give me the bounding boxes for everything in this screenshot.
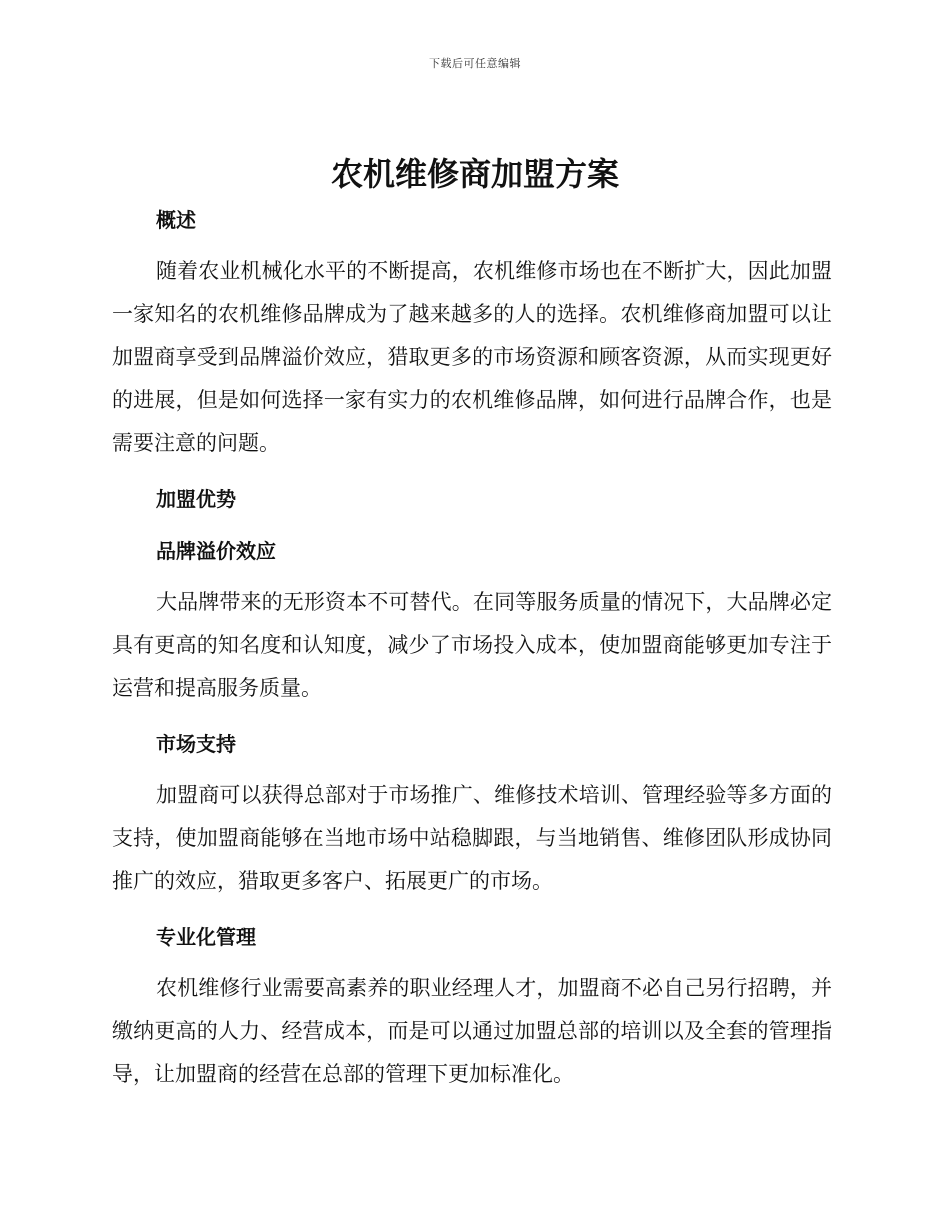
- section-heading-overview: 概述: [156, 208, 196, 232]
- section-paragraph-professional-management: 农机维修行业需要高素养的职业经理人才，加盟商不必自己另行招聘，并缴纳更高的人力、经营成本，而是可以通过加盟总部的培训以及全套的管理指导，让加盟商的经营在总部的管理下更加标准化。: [112, 976, 832, 1086]
- section-heading-brand-premium: 品牌溢价效应: [156, 539, 276, 563]
- section-paragraph-brand-premium: 大品牌带来的无形资本不可替代。在同等服务质量的情况下，大品牌必定具有更高的知名度和认知度，减少了市场投入成本，使加盟商能够更加专注于运营和提高服务质量。: [112, 590, 832, 700]
- section-heading-advantages: 加盟优势: [156, 487, 236, 511]
- document-title: 农机维修商加盟方案: [330, 155, 619, 193]
- section-paragraph-market-support: 加盟商可以获得总部对于市场推广、维修技术培训、管理经验等多方面的支持，使加盟商能够在当地市场中站稳脚跟，与当地销售、维修团队形成协同推广的效应，猎取更多客户、拓展更广的市场。: [112, 783, 832, 893]
- section-heading-market-support: 市场支持: [156, 732, 236, 756]
- section-paragraph-overview: 随着农业机械化水平的不断提高，农机维修市场也在不断扩大，因此加盟一家知名的农机维修品牌成为了越来越多的人的选择。农机维修商加盟可以让加盟商享受到品牌溢价效应，猎取更多的市场资源和顾客资源，从而实现更好的进展，但是如何选择一家有实力的农机维修品牌，如何进行品牌合作，也是需要注意的问题。: [112, 259, 832, 455]
- document-body: [112, 198, 832, 1096]
- section-heading-professional-management: 专业化管理: [156, 925, 256, 949]
- page-header-note: 下载后可任意编辑: [429, 57, 521, 70]
